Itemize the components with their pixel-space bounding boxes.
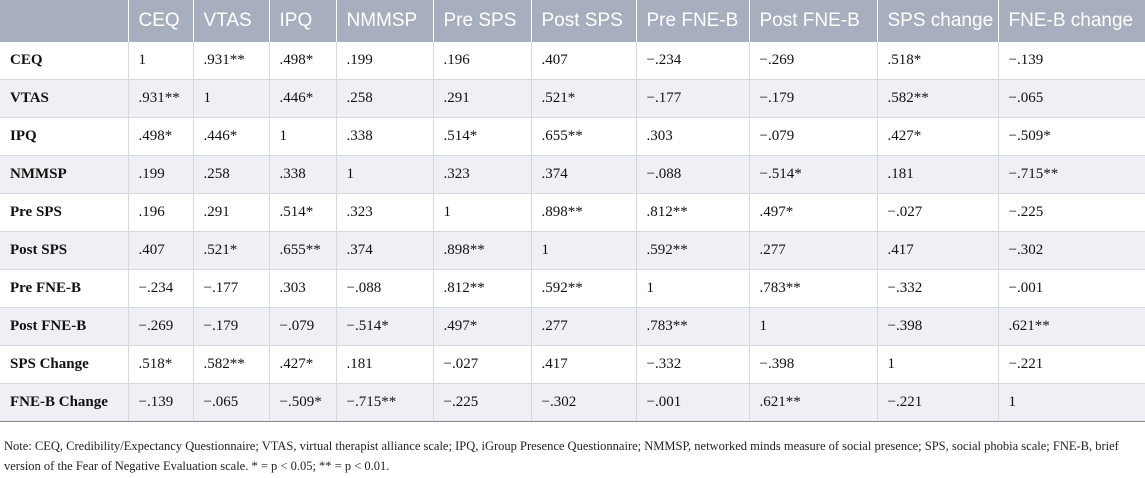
table-body <box>0 42 1145 422</box>
header-row <box>0 0 1145 42</box>
table-cell: −.234 <box>636 42 749 80</box>
table-row <box>0 308 1145 346</box>
table-cell: −.509* <box>269 384 336 422</box>
table-cell: .417 <box>877 232 998 270</box>
table-cell: −.398 <box>749 346 877 384</box>
table-cell: .521* <box>531 80 636 118</box>
table-cell: −.269 <box>749 42 877 80</box>
column-header: Post FNE-B <box>749 0 877 42</box>
table-cell: .258 <box>336 80 433 118</box>
table-cell: .277 <box>531 308 636 346</box>
table-cell: .621** <box>749 384 877 422</box>
table-cell: .199 <box>336 42 433 80</box>
row-header: CEQ <box>0 42 128 80</box>
table-cell: −.001 <box>998 270 1145 308</box>
table-cell: −.221 <box>998 346 1145 384</box>
row-header: Pre FNE-B <box>0 270 128 308</box>
table-cell: −.225 <box>433 384 531 422</box>
table-note: Note: CEQ, Credibility/Expectancy Questionnaire; VTAS, virtual therapist alliance scale; IPQ, iGroup Presence Questionnaire; NMMSP, networked minds measure of social presence; SPS, social phobia scale; FNE-B, brief version of the Fear of Negative Evaluation scale. * = p < 0.05; ** = p < 0.01. <box>4 439 1119 473</box>
table-row <box>0 232 1145 270</box>
row-header: NMMSP <box>0 156 128 194</box>
table-cell: .783** <box>749 270 877 308</box>
table-cell: .518* <box>128 346 193 384</box>
table-cell: 1 <box>269 118 336 156</box>
table-cell: −.065 <box>998 80 1145 118</box>
table-cell: −.079 <box>269 308 336 346</box>
table-cell: .417 <box>531 346 636 384</box>
table-row <box>0 156 1145 194</box>
table-cell: .521* <box>193 232 269 270</box>
table-cell: .407 <box>531 42 636 80</box>
table-cell: .277 <box>749 232 877 270</box>
table-cell: .621** <box>998 308 1145 346</box>
column-header: Pre SPS <box>433 0 531 42</box>
table-cell: .181 <box>336 346 433 384</box>
table-cell: 1 <box>193 80 269 118</box>
table-cell: −.001 <box>636 384 749 422</box>
table-cell: .898** <box>433 232 531 270</box>
table-cell: .196 <box>433 42 531 80</box>
table-cell: .374 <box>336 232 433 270</box>
table-cell: −.234 <box>128 270 193 308</box>
table-cell: .655** <box>531 118 636 156</box>
table-cell: .323 <box>433 156 531 194</box>
table-cell: .582** <box>193 346 269 384</box>
table-cell: .514* <box>433 118 531 156</box>
table-cell: .323 <box>336 194 433 232</box>
table-cell: −.332 <box>877 270 998 308</box>
table-row <box>0 80 1145 118</box>
table-cell: .338 <box>336 118 433 156</box>
table-cell: .592** <box>531 270 636 308</box>
table-cell: −.139 <box>998 42 1145 80</box>
table-cell: −.079 <box>749 118 877 156</box>
table-cell: .446* <box>193 118 269 156</box>
table-cell: .497* <box>433 308 531 346</box>
table-cell: .498* <box>269 42 336 80</box>
column-header: VTAS <box>193 0 269 42</box>
table-cell: .196 <box>128 194 193 232</box>
table-cell: 1 <box>749 308 877 346</box>
table-cell: −.139 <box>128 384 193 422</box>
row-header: FNE-B Change <box>0 384 128 422</box>
column-header: Post SPS <box>531 0 636 42</box>
column-header: Pre FNE-B <box>636 0 749 42</box>
table-cell: −.514* <box>749 156 877 194</box>
table-cell: −.269 <box>128 308 193 346</box>
column-header: CEQ <box>128 0 193 42</box>
table-cell: .374 <box>531 156 636 194</box>
row-header: IPQ <box>0 118 128 156</box>
table-cell: .812** <box>433 270 531 308</box>
table-cell: −.514* <box>336 308 433 346</box>
table-cell: −.065 <box>193 384 269 422</box>
table-cell: .303 <box>269 270 336 308</box>
table-cell: 1 <box>433 194 531 232</box>
table-row <box>0 270 1145 308</box>
table-cell: .514* <box>269 194 336 232</box>
table-cell: .258 <box>193 156 269 194</box>
table-cell: .338 <box>269 156 336 194</box>
table-cell: .582** <box>877 80 998 118</box>
table-row <box>0 194 1145 232</box>
row-header: SPS Change <box>0 346 128 384</box>
table-cell: .518* <box>877 42 998 80</box>
table-cell: −.179 <box>749 80 877 118</box>
table-cell: 1 <box>531 232 636 270</box>
table-cell: 1 <box>128 42 193 80</box>
table-cell: −.715** <box>336 384 433 422</box>
table-cell: .446* <box>269 80 336 118</box>
table-cell: −.225 <box>998 194 1145 232</box>
header-corner <box>0 0 128 42</box>
table-cell: .291 <box>193 194 269 232</box>
table-cell: −.302 <box>998 232 1145 270</box>
table-cell: .812** <box>636 194 749 232</box>
table-cell: .199 <box>128 156 193 194</box>
table-cell: −.398 <box>877 308 998 346</box>
table-cell: .407 <box>128 232 193 270</box>
table-cell: .291 <box>433 80 531 118</box>
table-row <box>0 42 1145 80</box>
table-cell: .427* <box>269 346 336 384</box>
table-cell: −.177 <box>636 80 749 118</box>
table-cell: 1 <box>998 384 1145 422</box>
row-header: Post FNE-B <box>0 308 128 346</box>
column-header: NMMSP <box>336 0 433 42</box>
table-cell: −.027 <box>877 194 998 232</box>
table-cell: .498* <box>128 118 193 156</box>
table-cell: −.332 <box>636 346 749 384</box>
table-cell: .592** <box>636 232 749 270</box>
table-cell: .303 <box>636 118 749 156</box>
table-cell: −.027 <box>433 346 531 384</box>
table-cell: −.302 <box>531 384 636 422</box>
table-cell: −.177 <box>193 270 269 308</box>
row-header: Pre SPS <box>0 194 128 232</box>
table-cell: 1 <box>877 346 998 384</box>
table-cell: .181 <box>877 156 998 194</box>
table-cell: −.221 <box>877 384 998 422</box>
table-row <box>0 118 1145 156</box>
table-cell: .931** <box>193 42 269 80</box>
column-header: IPQ <box>269 0 336 42</box>
table-cell: .427* <box>877 118 998 156</box>
table-cell: −.179 <box>193 308 269 346</box>
row-header: VTAS <box>0 80 128 118</box>
table-cell: 1 <box>336 156 433 194</box>
table-cell: −.088 <box>336 270 433 308</box>
table-cell: .497* <box>749 194 877 232</box>
table-cell: .783** <box>636 308 749 346</box>
column-header: FNE-B change <box>998 0 1145 42</box>
table-header <box>0 0 1145 42</box>
column-header: SPS change <box>877 0 998 42</box>
row-header: Post SPS <box>0 232 128 270</box>
table-cell: .655** <box>269 232 336 270</box>
table-cell: −.715** <box>998 156 1145 194</box>
table-row <box>0 384 1145 422</box>
table-cell: −.509* <box>998 118 1145 156</box>
table-cell: −.088 <box>636 156 749 194</box>
table-cell: .931** <box>128 80 193 118</box>
table-cell: 1 <box>636 270 749 308</box>
table-row <box>0 346 1145 384</box>
table-cell: .898** <box>531 194 636 232</box>
